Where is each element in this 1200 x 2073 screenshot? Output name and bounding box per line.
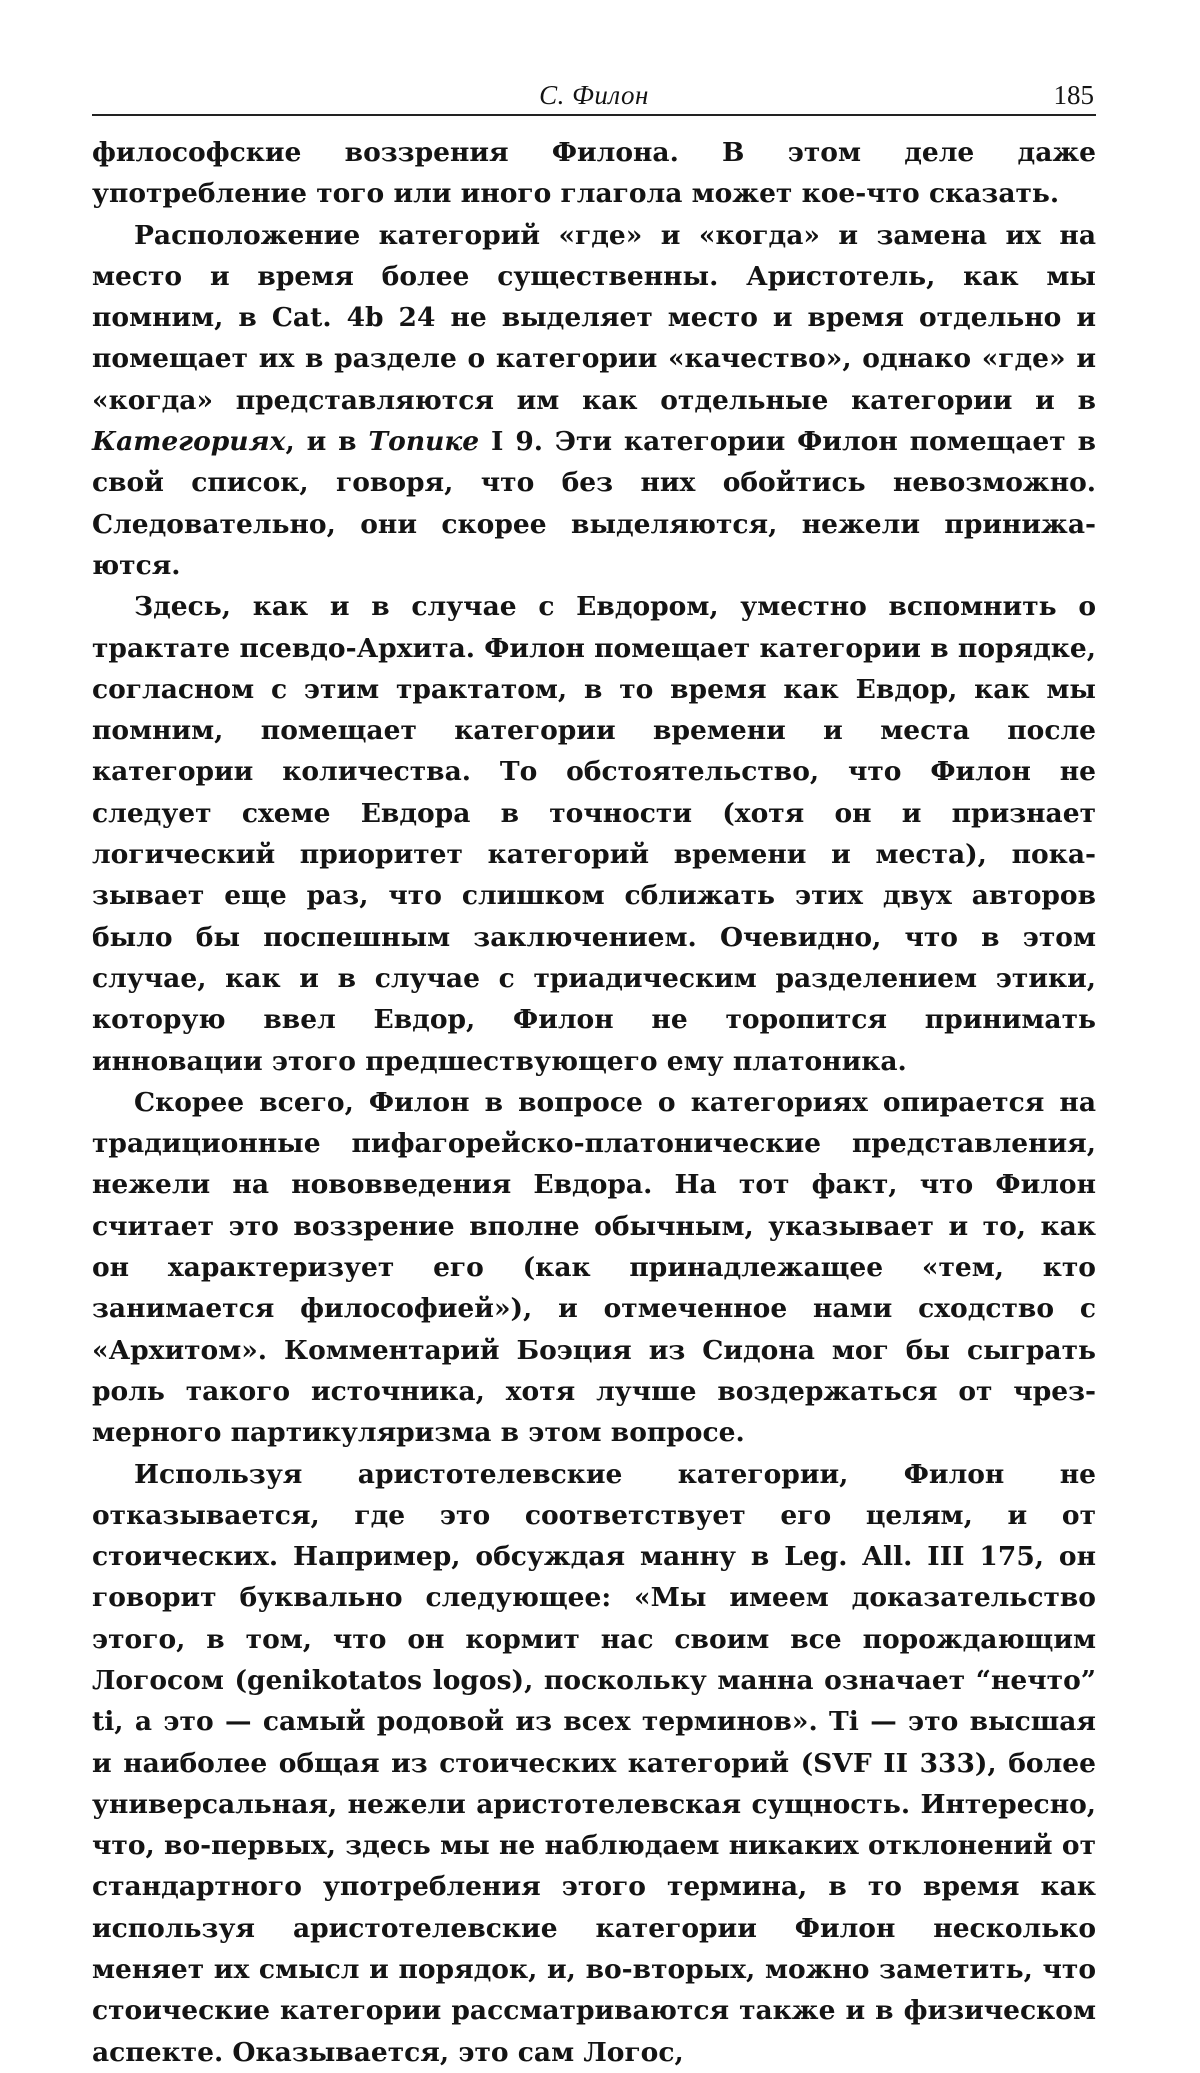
page-header <box>92 76 1096 116</box>
paragraph-2-connector: , и в <box>285 426 368 457</box>
paragraph-1: философские воззрения Филона. В этом деле даже употребление того или иного глагола может кое-что сказать. <box>92 132 1096 215</box>
page-number: 185 <box>1054 80 1095 111</box>
body-text <box>92 132 1096 2073</box>
paragraph-4: Скорее всего, Филон в вопросе о категориях опирается на тради­ционные пифагорейско-платонические представления, нежели на нововведения Евдора. На тот факт, что Филон считает это воззрение вполне обычным, указывает и то, как он характеризует его (как принадлежащее «тем, кто занимается философией»), и отмеченное нами сходство с «Архитом». Комментарий Боэция из Сидона мог бы сыграть роль такого источника, хотя лучше воздержаться от чрез­мерного партикуляризма в этом вопросе. <box>92 1082 1096 1454</box>
paragraph-5: Используя аристотелевские категории, Филон не отказывается, где это соответствует его целям, и от стоических. Например, обсуж­дая манну в Leg. All. III 175, он говорит буквально следующее: «Мы имеем доказательство этого, в том, что он кормит нас своим все по­рождающим Логосом (genikotatos logos), поскольку манна означает “нечто” ti, а это — самый родовой из всех терминов». Ti — это выс­шая и наиболее общая из стоических категорий (SVF II 333), более универсальная, нежели аристотелевская сущность. Интересно, что, во-первых, здесь мы не наблюдаем никаких отклонений от стандарт­ного употребления этого термина, в то время как используя аристо­телевские категории Филон несколько меняет их смысл и порядок, и, во-вторых, можно заметить, что стоические категории рассматри­ваются также и в физическом аспекте. Оказывается, это сам Логос, <box>92 1454 1096 2073</box>
italic-title-topics: Топике <box>368 426 479 457</box>
book-page <box>92 76 1096 2073</box>
running-title: С. Филон <box>92 80 1096 111</box>
paragraph-2-tail: I 9. Эти категории Филон помещает в свой список, говоря, что без них обойтись невоз­можно. Следовательно, они скорее выделяются, нежели принижа­ются. <box>92 426 1096 581</box>
paragraph-3: Здесь, как и в случае с Евдором, уместно вспомнить о трактате псевдо-Архита. Филон помещает категории в порядке, согласном с этим трактатом, в то время как Евдор, как мы помним, помещает категории времени и места после категории количества. То обстоя­тельство, что Филон не следует схеме Евдора в точности (хотя он и признает логический приоритет категорий времени и места), пока­зывает еще раз, что слишком сближать этих двух авторов было бы поспешным заключением. Очевидно, что в этом случае, как и в слу­чае с триадическим разделением этики, которую ввел Евдор, Филон не торопится принимать инновации этого предшествующего ему платоника. <box>92 586 1096 1082</box>
paragraph-2-text: Расположение категорий «где» и «когда» и замена их на место и время более существенны. Аристотель, как мы помним, в Cat. 4b 24 не выделяет место и время отдельно и помещает их в разделе о кате­гории «качество», однако «где» и «когда» представляются им как отдельные категории и в <box>92 220 1096 416</box>
paragraph-2 <box>92 215 1096 587</box>
italic-title-categories: Категориях <box>92 426 285 457</box>
